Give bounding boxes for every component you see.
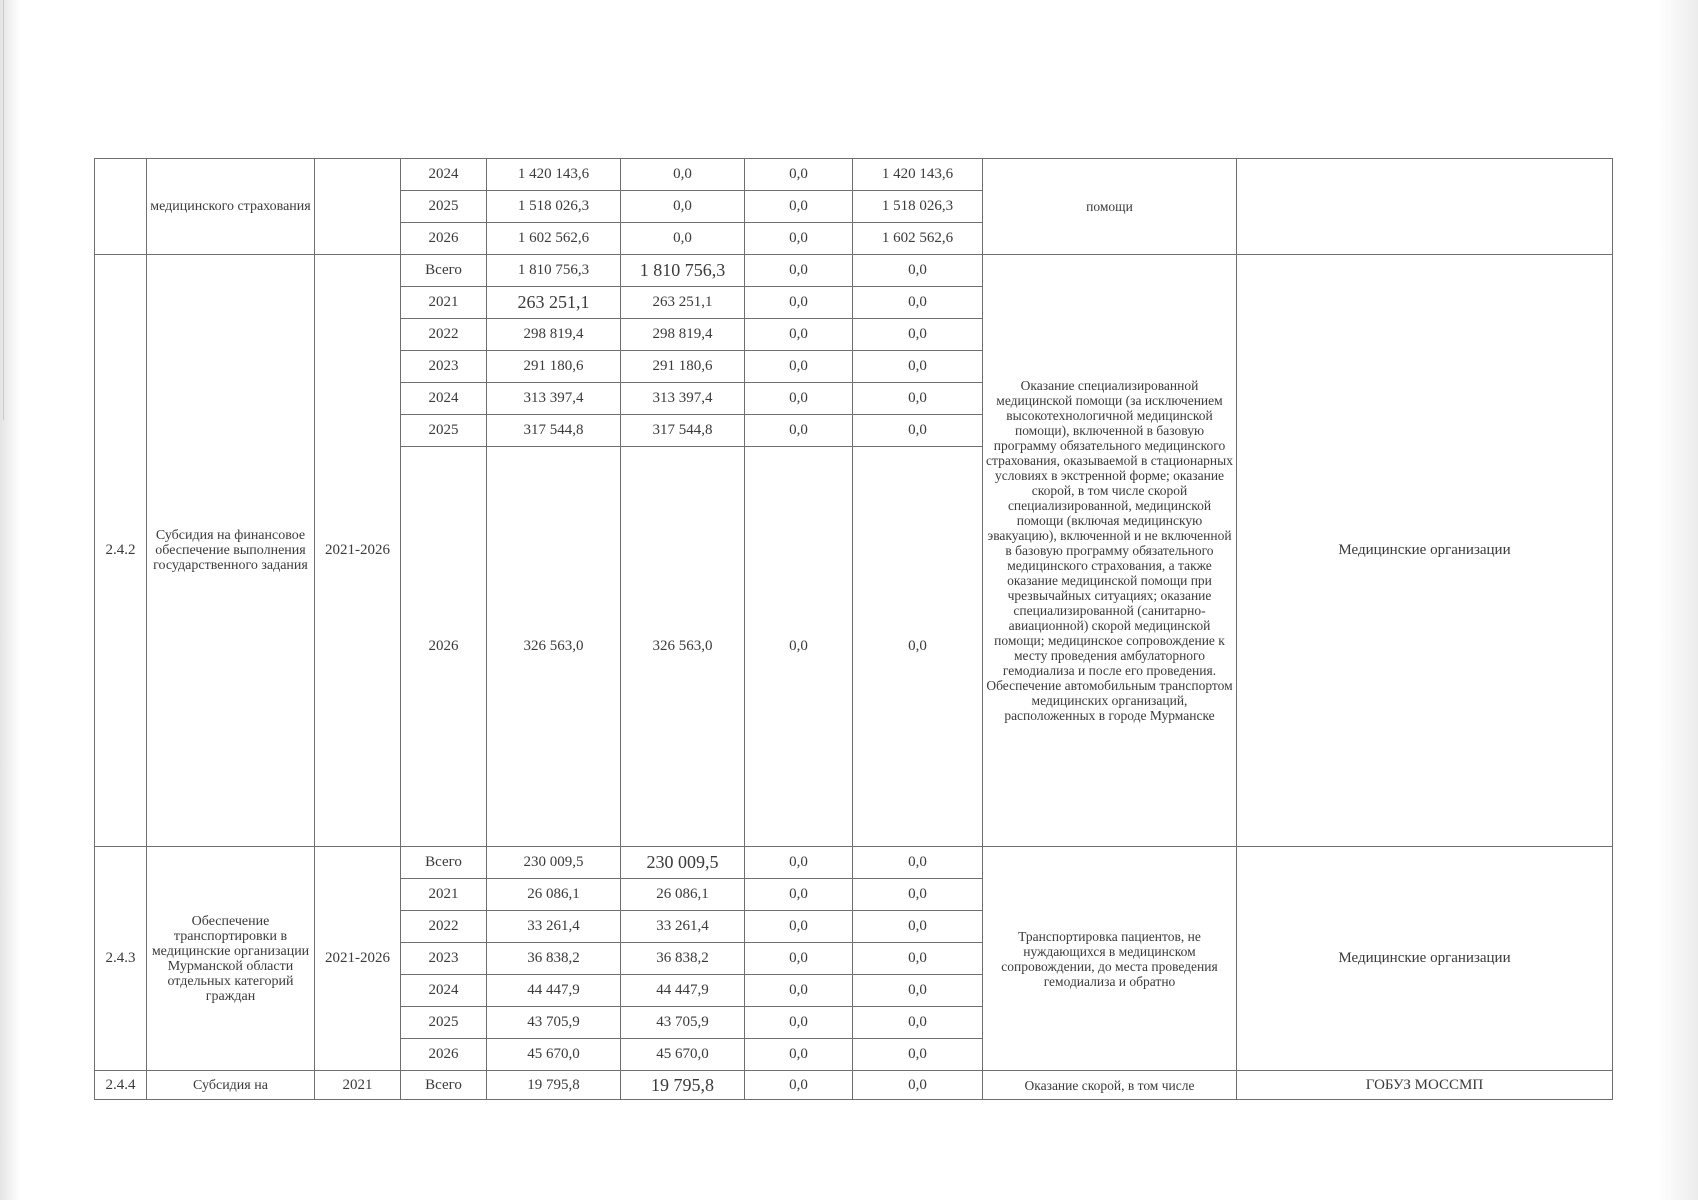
year-cell: Всего [401, 255, 487, 287]
federal-budget-cell: 0,0 [745, 911, 853, 943]
federal-budget-cell: 0,0 [745, 383, 853, 415]
regional-budget-cell: 33 261,4 [621, 911, 745, 943]
item-number-cell: 2.4.4 [95, 1071, 147, 1100]
executor-cell: Медицинские организации [1237, 255, 1613, 847]
total-cell: 36 838,2 [487, 943, 621, 975]
year-cell: Всего [401, 1071, 487, 1100]
other-sources-cell: 0,0 [853, 351, 983, 383]
result-cell: Транспортировка пациентов, не нуждающихся в медицинском сопровождении, до места проведения гемодиализа и обратно [983, 847, 1237, 1071]
total-cell: 44 447,9 [487, 975, 621, 1007]
year-cell: 2025 [401, 415, 487, 447]
federal-budget-cell: 0,0 [745, 287, 853, 319]
regional-budget-cell: 0,0 [621, 191, 745, 223]
federal-budget-cell: 0,0 [745, 943, 853, 975]
year-cell: 2024 [401, 975, 487, 1007]
regional-budget-cell: 43 705,9 [621, 1007, 745, 1039]
regional-budget-cell: 326 563,0 [621, 447, 745, 847]
result-cell: Оказание специализированной медицинской помощи (за исключением высокотехнологичной медицинской помощи), включенной в базовую программу обязательного медицинского страхования, оказываемой в стационарных условиях в экстренной форме; оказание скорой, в том числе скорой специализированной, медицинской помощи (включая медицинскую эвакуацию), включенной и не включенной в базовую программу обязательного медицинского страхования, а также оказание медицинской помощи при чрезвычайных ситуациях; оказание специализированной (санитарно-авиационной) скорой медицинской помощи; медицинское сопровождение к месту проведения амбулаторного гемодиализа и после его проведения. Обеспечение автомобильным транспортом медицинских организаций, расположенных в городе Мурманске [983, 255, 1237, 847]
total-cell: 26 086,1 [487, 879, 621, 911]
table-row [95, 255, 1613, 287]
regional-budget-cell: 0,0 [621, 223, 745, 255]
year-cell: 2026 [401, 1039, 487, 1071]
executor-cell: Медицинские организации [1237, 847, 1613, 1071]
period-cell [315, 159, 401, 255]
total-cell: 1 518 026,3 [487, 191, 621, 223]
measure-name-cell: медицинского страхования [147, 159, 315, 255]
year-cell: 2022 [401, 911, 487, 943]
table-row [95, 1071, 1613, 1100]
other-sources-cell: 0,0 [853, 255, 983, 287]
federal-budget-cell: 0,0 [745, 223, 853, 255]
period-cell: 2021-2026 [315, 255, 401, 847]
federal-budget-cell: 0,0 [745, 191, 853, 223]
federal-budget-cell: 0,0 [745, 847, 853, 879]
total-cell: 45 670,0 [487, 1039, 621, 1071]
regional-budget-cell: 313 397,4 [621, 383, 745, 415]
regional-budget-cell: 263 251,1 [621, 287, 745, 319]
federal-budget-cell: 0,0 [745, 351, 853, 383]
executor-cell: ГОБУЗ МОССМП [1237, 1071, 1613, 1100]
total-cell: 326 563,0 [487, 447, 621, 847]
period-cell: 2021 [315, 1071, 401, 1100]
total-cell: 1 810 756,3 [487, 255, 621, 287]
measure-name-cell: Субсидия на финансовое обеспечение выполнения государственного задания [147, 255, 315, 847]
year-cell: 2021 [401, 287, 487, 319]
executor-cell [1237, 159, 1613, 255]
regional-budget-cell: 0,0 [621, 159, 745, 191]
total-cell: 43 705,9 [487, 1007, 621, 1039]
year-cell: 2024 [401, 383, 487, 415]
other-sources-cell: 0,0 [853, 415, 983, 447]
other-sources-cell: 0,0 [853, 879, 983, 911]
federal-budget-cell: 0,0 [745, 1039, 853, 1071]
total-cell: 33 261,4 [487, 911, 621, 943]
budget-table [94, 158, 1613, 1100]
regional-budget-cell: 317 544,8 [621, 415, 745, 447]
federal-budget-cell: 0,0 [745, 1007, 853, 1039]
regional-budget-cell: 1 810 756,3 [621, 255, 745, 287]
measure-name-cell: Субсидия на [147, 1071, 315, 1100]
total-cell: 263 251,1 [487, 287, 621, 319]
item-number-cell: 2.4.2 [95, 255, 147, 847]
federal-budget-cell: 0,0 [745, 255, 853, 287]
other-sources-cell: 0,0 [853, 911, 983, 943]
other-sources-cell: 0,0 [853, 1007, 983, 1039]
measure-name-cell: Обеспечение транспортировки в медицинские организации Мурманской области отдельных категорий граждан [147, 847, 315, 1071]
regional-budget-cell: 19 795,8 [621, 1071, 745, 1100]
table-row [95, 847, 1613, 879]
regional-budget-cell: 298 819,4 [621, 319, 745, 351]
federal-budget-cell: 0,0 [745, 415, 853, 447]
other-sources-cell: 0,0 [853, 1039, 983, 1071]
regional-budget-cell: 45 670,0 [621, 1039, 745, 1071]
federal-budget-cell: 0,0 [745, 879, 853, 911]
year-cell: 2023 [401, 351, 487, 383]
total-cell: 1 420 143,6 [487, 159, 621, 191]
year-cell: 2026 [401, 223, 487, 255]
item-number-cell: 2.4.3 [95, 847, 147, 1071]
other-sources-cell: 1 602 562,6 [853, 223, 983, 255]
regional-budget-cell: 230 009,5 [621, 847, 745, 879]
other-sources-cell: 0,0 [853, 319, 983, 351]
total-cell: 317 544,8 [487, 415, 621, 447]
period-cell: 2021-2026 [315, 847, 401, 1071]
other-sources-cell: 0,0 [853, 943, 983, 975]
year-cell: 2023 [401, 943, 487, 975]
year-cell: 2024 [401, 159, 487, 191]
result-cell: помощи [983, 159, 1237, 255]
other-sources-cell: 1 420 143,6 [853, 159, 983, 191]
other-sources-cell: 0,0 [853, 975, 983, 1007]
year-cell: Всего [401, 847, 487, 879]
scan-edge-line [3, 0, 4, 420]
total-cell: 19 795,8 [487, 1071, 621, 1100]
federal-budget-cell: 0,0 [745, 1071, 853, 1100]
total-cell: 298 819,4 [487, 319, 621, 351]
total-cell: 313 397,4 [487, 383, 621, 415]
regional-budget-cell: 291 180,6 [621, 351, 745, 383]
year-cell: 2022 [401, 319, 487, 351]
federal-budget-cell: 0,0 [745, 159, 853, 191]
year-cell: 2025 [401, 1007, 487, 1039]
other-sources-cell: 0,0 [853, 847, 983, 879]
other-sources-cell: 0,0 [853, 383, 983, 415]
other-sources-cell: 0,0 [853, 1071, 983, 1100]
regional-budget-cell: 36 838,2 [621, 943, 745, 975]
regional-budget-cell: 44 447,9 [621, 975, 745, 1007]
item-number-cell [95, 159, 147, 255]
other-sources-cell: 0,0 [853, 447, 983, 847]
year-cell: 2021 [401, 879, 487, 911]
year-cell: 2026 [401, 447, 487, 847]
regional-budget-cell: 26 086,1 [621, 879, 745, 911]
federal-budget-cell: 0,0 [745, 319, 853, 351]
other-sources-cell: 0,0 [853, 287, 983, 319]
table-row [95, 159, 1613, 191]
total-cell: 230 009,5 [487, 847, 621, 879]
year-cell: 2025 [401, 191, 487, 223]
total-cell: 291 180,6 [487, 351, 621, 383]
result-cell: Оказание скорой, в том числе [983, 1071, 1237, 1100]
federal-budget-cell: 0,0 [745, 447, 853, 847]
federal-budget-cell: 0,0 [745, 975, 853, 1007]
scan-shadow-right [1658, 0, 1698, 1200]
other-sources-cell: 1 518 026,3 [853, 191, 983, 223]
total-cell: 1 602 562,6 [487, 223, 621, 255]
